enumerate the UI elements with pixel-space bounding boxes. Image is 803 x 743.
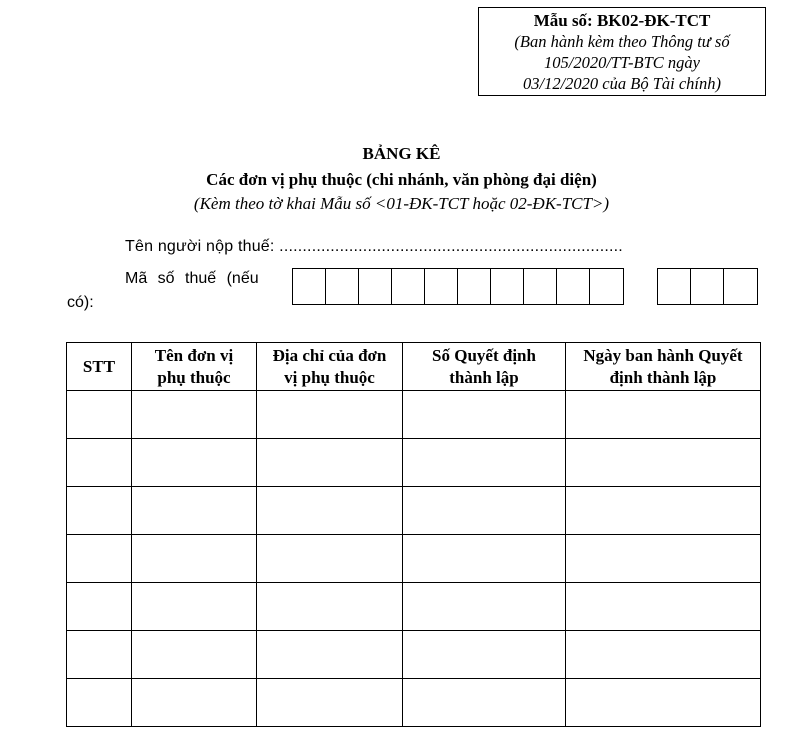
table-cell[interactable] xyxy=(257,535,403,583)
table-cell[interactable] xyxy=(67,535,132,583)
tax-code-label-cont: có): xyxy=(67,294,94,311)
table-cell[interactable] xyxy=(566,439,761,487)
table-cell[interactable] xyxy=(132,439,257,487)
tax-code-digit-box[interactable] xyxy=(524,269,557,304)
tax-code-digit-box[interactable] xyxy=(557,269,590,304)
tax-code-label: Mã số thuế (nếu xyxy=(125,270,259,287)
table-row xyxy=(67,679,761,727)
table-cell[interactable] xyxy=(257,679,403,727)
table-header-row xyxy=(67,343,761,391)
header-unit-name: Tên đơn vị phụ thuộc xyxy=(132,343,257,391)
header-decision-date: Ngày ban hành Quyết định thành lập xyxy=(566,343,761,391)
document-subtitle: Các đơn vị phụ thuộc (chi nhánh, văn phòng đại diện) xyxy=(206,170,597,189)
table-cell[interactable] xyxy=(67,631,132,679)
tax-code-digit-box[interactable] xyxy=(392,269,425,304)
table-cell[interactable] xyxy=(132,679,257,727)
table-cell[interactable] xyxy=(566,583,761,631)
table-cell[interactable] xyxy=(67,583,132,631)
tax-code-digit-box[interactable] xyxy=(326,269,359,304)
header-decision-number: Số Quyết định thành lập xyxy=(403,343,566,391)
form-legal-note-line: 105/2020/TT-BTC ngày xyxy=(543,53,700,72)
tax-code-digit-box[interactable] xyxy=(293,269,326,304)
form-legal-note-line: (Ban hành kèm theo Thông tư số xyxy=(514,32,730,51)
table-cell[interactable] xyxy=(257,631,403,679)
table-cell[interactable] xyxy=(132,535,257,583)
table-cell[interactable] xyxy=(257,487,403,535)
form-code: Mẫu số: BK02-ĐK-TCT xyxy=(533,11,711,30)
attachment-note: (Kèm theo tờ khai Mẫu số <01-ĐK-TCT hoặc 02-ĐK-TCT>) xyxy=(193,194,610,213)
table-cell[interactable] xyxy=(566,679,761,727)
tax-code-digit-box[interactable] xyxy=(359,269,392,304)
table-cell[interactable] xyxy=(67,487,132,535)
form-code-box xyxy=(478,7,766,96)
table-cell[interactable] xyxy=(566,535,761,583)
table-cell[interactable] xyxy=(67,391,132,439)
table-row xyxy=(67,583,761,631)
table-cell[interactable] xyxy=(403,631,566,679)
table-row xyxy=(67,631,761,679)
header-stt: STT xyxy=(67,343,132,391)
table-cell[interactable] xyxy=(132,631,257,679)
table-cell[interactable] xyxy=(257,391,403,439)
table-cell[interactable] xyxy=(403,583,566,631)
header-unit-address: Địa chỉ của đơn vị phụ thuộc xyxy=(257,343,403,391)
table-row xyxy=(67,439,761,487)
tax-code-digit-box[interactable] xyxy=(491,269,524,304)
table-cell[interactable] xyxy=(132,391,257,439)
table-cell[interactable] xyxy=(257,439,403,487)
table-cell[interactable] xyxy=(403,535,566,583)
table-cell[interactable] xyxy=(403,679,566,727)
tax-code-digit-box[interactable] xyxy=(724,269,757,304)
table-cell[interactable] xyxy=(132,487,257,535)
table-cell[interactable] xyxy=(566,391,761,439)
tax-code-boxes-branch xyxy=(657,268,758,305)
table-row xyxy=(67,535,761,583)
document-title: BẢNG KÊ xyxy=(362,144,441,163)
form-legal-note-line: 03/12/2020 của Bộ Tài chính) xyxy=(523,74,721,93)
tax-code-digit-box[interactable] xyxy=(590,269,623,304)
table-cell[interactable] xyxy=(566,631,761,679)
table-cell[interactable] xyxy=(403,439,566,487)
table-cell[interactable] xyxy=(132,583,257,631)
table-row xyxy=(67,391,761,439)
table-cell[interactable] xyxy=(257,583,403,631)
tax-code-digit-box[interactable] xyxy=(458,269,491,304)
tax-code-digit-box[interactable] xyxy=(691,269,724,304)
taxpayer-name-field[interactable]: Tên người nộp thuế: .......................................................................... xyxy=(125,238,623,255)
table-cell[interactable] xyxy=(67,679,132,727)
tax-code-boxes-main xyxy=(292,268,624,305)
table-cell[interactable] xyxy=(403,487,566,535)
table-row xyxy=(67,487,761,535)
tax-code-digit-box[interactable] xyxy=(425,269,458,304)
table-cell[interactable] xyxy=(566,487,761,535)
tax-code-digit-box[interactable] xyxy=(658,269,691,304)
table-cell[interactable] xyxy=(67,439,132,487)
table-cell[interactable] xyxy=(403,391,566,439)
dependent-units-table xyxy=(66,342,761,727)
